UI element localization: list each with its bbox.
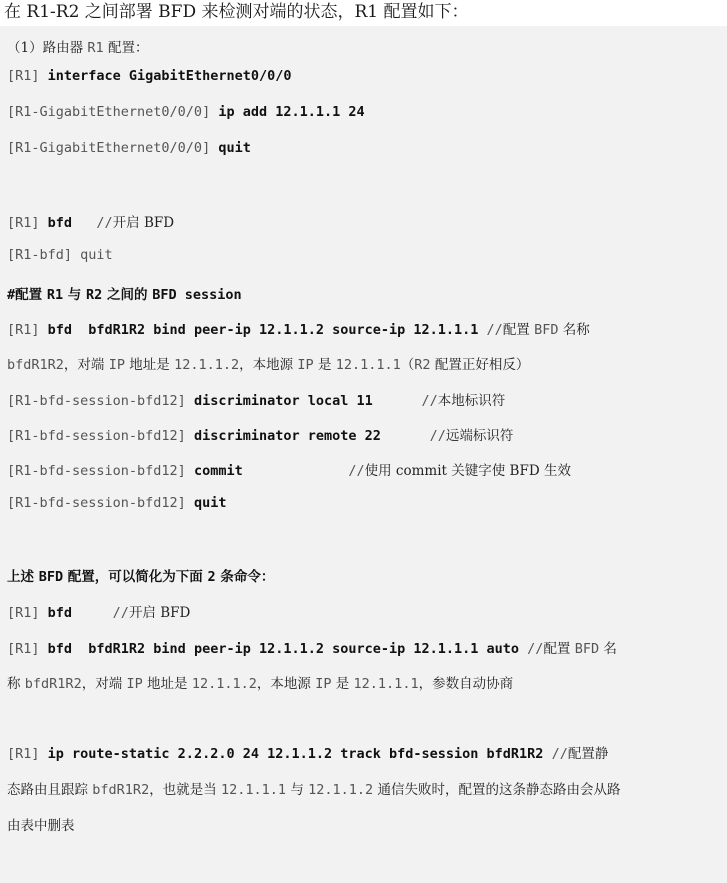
line-segment: ，本地源 [239,357,298,373]
config-line [7,424,513,444]
line-segment: 与 [63,287,87,303]
line-segment: 2 [207,569,216,585]
config-line [7,672,513,692]
config-line [7,742,608,762]
line-segment: 12.1.1.2 [191,676,257,692]
line-segment: 配置： [103,40,149,56]
line-segment: BFD [38,569,64,585]
line-segment: 本地标识符 [437,393,506,409]
line-segment: [R1-bfd-session-bfd12] [7,463,194,479]
line-segment: 远端标识符 [445,428,514,444]
line-segment: ，对端 [63,357,109,373]
config-line [7,459,571,479]
config-code-block [0,26,727,883]
line-segment: IP [126,676,143,692]
line-segment: 12.1.1.1 [335,357,401,373]
line-segment: // [72,605,129,621]
line-segment: 12.1.1.1 [353,676,419,692]
line-segment: bfd [47,215,73,231]
line-segment: ，也就是当 [149,782,221,798]
line-segment: （1）路由器 [7,40,88,56]
config-line [7,247,113,263]
line-segment: [R1-bfd-session-bfd12] [7,393,194,409]
line-segment: BFD [574,641,600,657]
line-segment: IP [108,357,125,373]
line-segment: // [242,463,365,479]
line-segment: 12.1.1.2 [308,782,374,798]
line-segment: quit [193,495,227,511]
line-segment: 称 [7,676,25,692]
line-segment: [R1-bfd] quit [7,247,113,263]
line-segment: 开启 BFD [128,605,191,621]
line-segment: R1 [46,287,64,303]
line-segment: 条命令： [215,569,275,585]
line-segment: ，本地源 [256,676,316,692]
line-segment: [R1-bfd-session-bfd12] [7,495,194,511]
line-segment: // [543,746,568,762]
config-line [7,104,365,120]
line-segment: // [478,322,503,338]
line-segment: bfd bfdR1R2 bind peer-ip 12.1.1.2 source-ip 12.1.1.1 auto [47,641,520,657]
line-segment: 上述 [7,569,39,585]
line-segment: 配置 [502,322,535,338]
config-line [7,36,148,56]
line-segment: [R1-bfd-session-bfd12] [7,428,194,444]
line-segment: ，参数自动协商 [418,676,514,692]
line-segment: 由表中删表 [7,818,75,834]
line-segment: discriminator remote 22 [193,428,381,444]
line-segment: bfdR1R2 [92,782,150,798]
line-segment: ip add 12.1.1.1 24 [218,104,365,120]
line-segment: BFD session [152,287,242,303]
intro-text: 在 R1-R2 之间部署 BFD 来检测对端的状态，R1 配置如下： [0,0,727,26]
line-segment: 开启 BFD [112,215,175,231]
line-segment: BFD [534,322,559,338]
line-segment: ，对端 [81,676,127,692]
line-segment: 与 [286,782,309,798]
line-segment: 是 [331,676,354,692]
line-segment: [R1] [7,746,48,762]
line-segment: // [72,215,113,231]
line-segment: 配置正好相反） [430,357,530,373]
line-segment: commit [193,463,243,479]
line-segment: 配置 [15,287,47,303]
config-line [7,68,291,84]
config-line [7,637,617,657]
line-segment: // [380,428,446,444]
line-segment: ip route-static 2.2.2.0 24 12.1.1.2 track bfd-session bfdR1R2 [47,746,544,762]
line-segment: discriminator local 11 [193,393,373,409]
config-line [7,778,620,798]
line-segment: [R1-GigabitEthernet0/0/0] [7,140,219,156]
line-segment: # [7,287,16,303]
line-segment: 12.1.1.2 [174,357,240,373]
config-line [7,389,505,409]
line-segment: 名称 [558,322,590,338]
line-segment: quit [218,140,251,156]
line-segment: [R1-GigabitEthernet0/0/0] [7,104,219,120]
line-segment: IP [315,676,332,692]
line-segment: 通信失败时，配置的这条静态路由会从路 [373,782,621,798]
line-segment: // [519,641,544,657]
line-segment: IP [297,357,314,373]
config-line [7,814,75,834]
line-segment: 配置 [543,641,575,657]
line-segment: R2 [86,287,103,303]
line-segment: [R1] [7,215,48,231]
line-segment: [R1] [7,68,48,84]
line-segment: 配置静 [567,746,609,762]
config-line [7,353,529,373]
line-segment: R2 [414,357,431,373]
line-segment: 名 [599,641,617,657]
line-segment: bfd bfdR1R2 bind peer-ip 12.1.1.2 source-ip 12.1.1.1 [47,322,479,338]
line-segment: 是 [313,357,336,373]
line-segment: bfd [47,605,73,621]
config-line [7,565,274,585]
line-segment: R1 [87,40,104,56]
line-segment: // [372,393,438,409]
line-segment: bfdR1R2 [24,676,82,692]
line-segment: 使用 commit 关键字使 BFD 生效 [364,463,571,479]
line-segment: 之间的 [102,287,153,303]
line-segment: 态路由且跟踪 [7,782,93,798]
config-line [7,601,190,621]
config-line [7,318,590,338]
line-segment: bfdR1R2 [7,357,64,373]
line-segment: [R1] [7,641,48,657]
config-line [7,283,242,303]
line-segment: （ [400,357,415,373]
line-segment: 地址是 [124,357,175,373]
line-segment: [R1] [7,322,48,338]
line-segment: interface GigabitEthernet0/0/0 [47,68,292,84]
config-line [7,495,226,511]
line-segment: [R1] [7,605,48,621]
line-segment: 地址是 [142,676,192,692]
config-line [7,211,174,231]
line-segment: 配置，可以简化为下面 [63,569,208,585]
config-line [7,140,251,156]
line-segment: 12.1.1.1 [221,782,287,798]
